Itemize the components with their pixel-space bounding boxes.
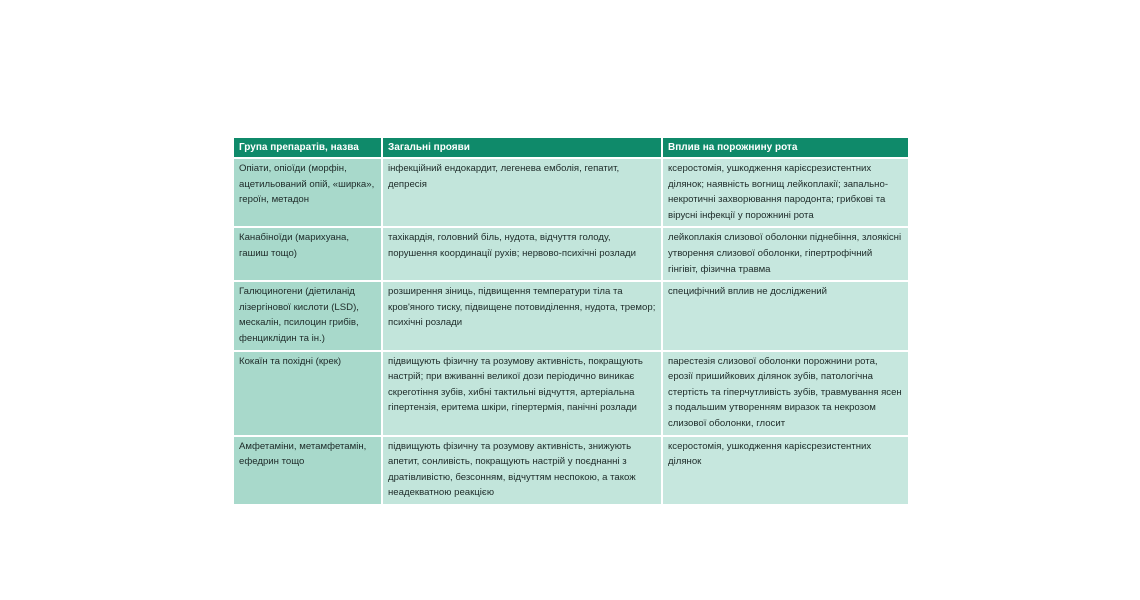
- cell-drug-group: Опіати, опіоїди (морфін, ацетильований опій, «ширка», героїн, метадон: [234, 159, 383, 228]
- table-row: [234, 282, 908, 351]
- header-drug-group: Група препаратів, назва: [234, 138, 383, 159]
- header-oral-effects: Вплив на порожнину рота: [663, 138, 908, 159]
- table-header-row: [234, 138, 908, 159]
- cell-oral-effects: парестезія слизової оболонки порожнини рота, ерозії пришийкових ділянок зубів, патологічна стертість та гіперчутливість зубів, травмування ясен з подальшим утворенням виразок та некрозом слизової оболонки, глосит: [663, 352, 908, 437]
- cell-general-manifestations: підвищують фізичну та розумову активність, покращують настрій; при вживанні великої дози періодично виникає скреготіння зубів, хибні тактильні відчуття, артеріальна гіпертензія, еритема шкіри, гіпертермія, панічні розлади: [383, 352, 663, 437]
- cell-general-manifestations: підвищують фізичну та розумову активність, знижують апетит, сонливість, покращують настрій у поєднанні з дратівливістю, безсонням, відчуттям неспокою, а також неадекватною реакцією: [383, 437, 663, 506]
- cell-oral-effects: специфічний вплив не досліджений: [663, 282, 908, 351]
- cell-general-manifestations: інфекційний ендокардит, легенева емболія, гепатит, депресія: [383, 159, 663, 228]
- cell-general-manifestations: тахікардія, головний біль, нудота, відчуття голоду, порушення координації рухів; нервово-психічні розлади: [383, 228, 663, 282]
- cell-oral-effects: ксеростомія, ушкодження карієсрезистентних ділянок; наявність вогнищ лейкоплакії; запально-некротичні захворювання пародонта; грибкові та вірусні інфекції у порожнині рота: [663, 159, 908, 228]
- cell-oral-effects: лейкоплакія слизової оболонки піднебіння, злоякісні утворення слизової оболонки, гіпертрофічний гінгівіт, фізична травма: [663, 228, 908, 282]
- cell-oral-effects: ксеростомія, ушкодження карієсрезистентних ділянок: [663, 437, 908, 506]
- table-row: [234, 437, 908, 506]
- table-row: [234, 228, 908, 282]
- table-row: [234, 352, 908, 437]
- cell-drug-group: Кокаїн та похідні (крек): [234, 352, 383, 437]
- table-row: [234, 159, 908, 228]
- drug-effects-table: [234, 138, 908, 506]
- cell-drug-group: Канабіноїди (марихуана, гашиш тощо): [234, 228, 383, 282]
- cell-drug-group: Галюциногени (діетиланід лізергінової кислоти (LSD), мескалін, псилоцин грибів, фенциклідин та ін.): [234, 282, 383, 351]
- header-general-manifestations: Загальні прояви: [383, 138, 663, 159]
- cell-general-manifestations: розширення зіниць, підвищення температури тіла та кров'яного тиску, підвищене потовиділення, нудота, тремор; психічні розлади: [383, 282, 663, 351]
- cell-drug-group: Амфетаміни, метамфетамін, ефедрин тощо: [234, 437, 383, 506]
